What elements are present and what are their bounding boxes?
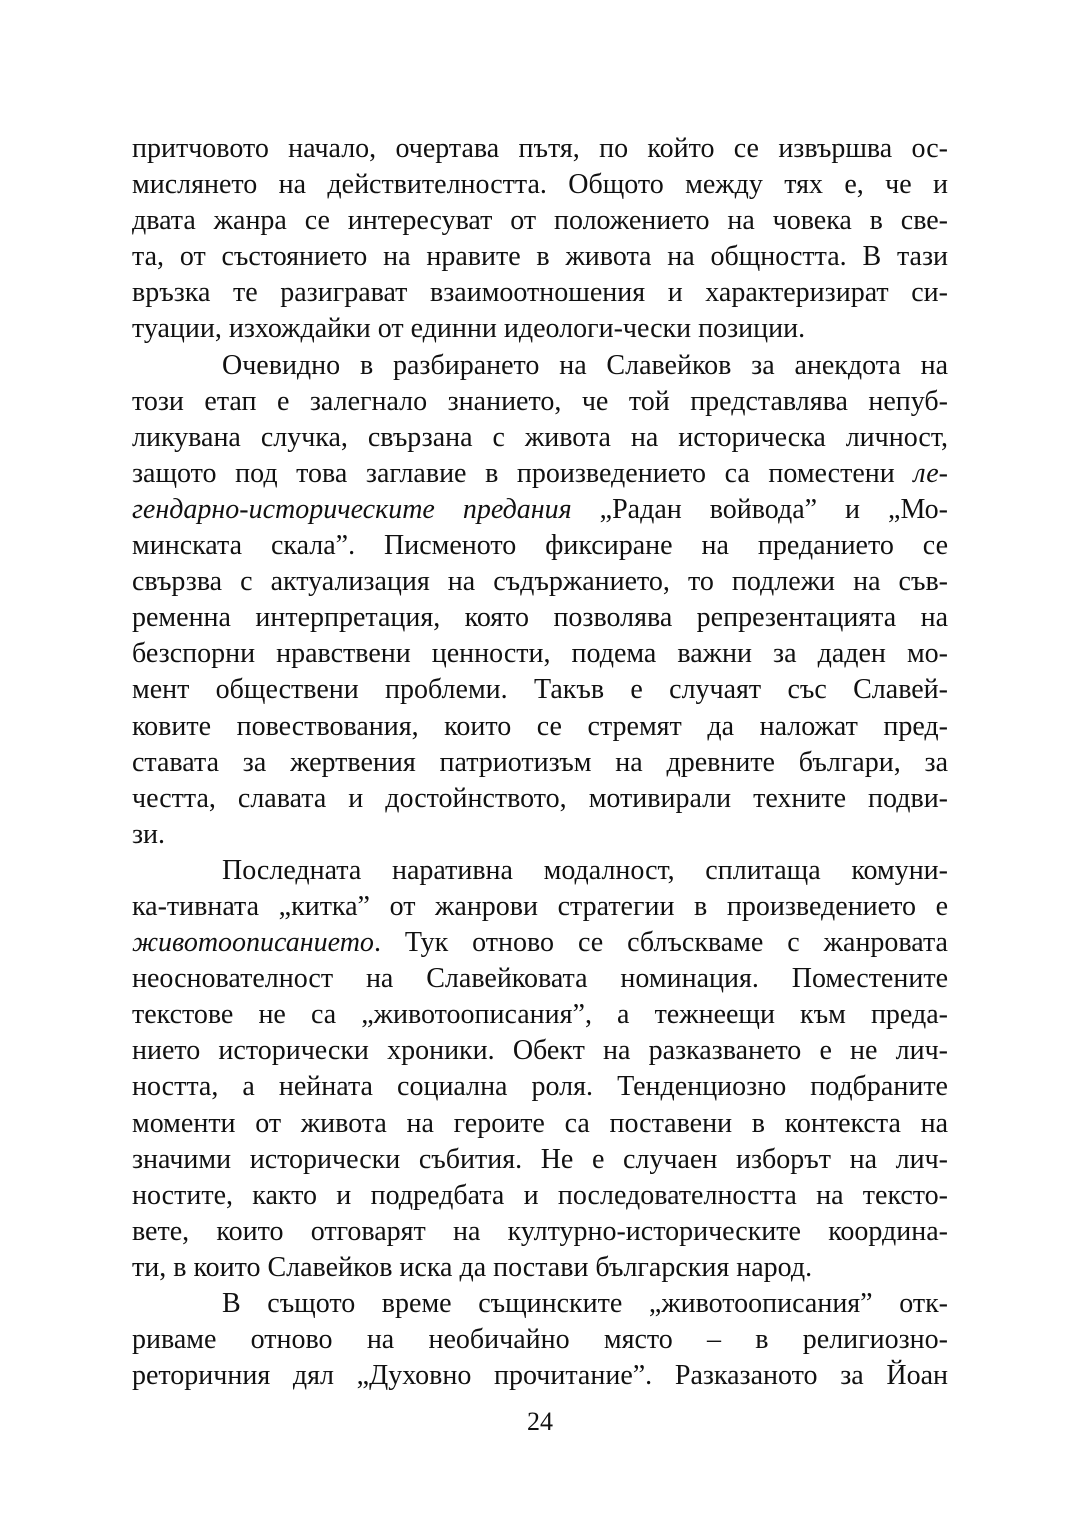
text-line <box>132 492 948 528</box>
text-segment: зи. <box>132 818 166 850</box>
text-line <box>132 709 948 745</box>
text-segment: свързва с актуализация на съдържанието, то подлежи на съв- <box>132 566 948 598</box>
text-segment: В същото време същинските „животоописания” отк- <box>222 1288 948 1319</box>
text-segment: мислянето на действителността. Общото между тях е, че и <box>132 169 948 201</box>
text-segment: двата жанра се интересуват от положението на човека в све- <box>132 205 948 237</box>
text-segment: ковите повествования, които се стремят да наложат пред- <box>132 710 948 742</box>
text-line <box>132 384 948 420</box>
text-line <box>132 1358 948 1394</box>
text-line <box>132 1106 948 1142</box>
text-line <box>132 131 948 167</box>
text-segment: значими исторически събития. Не е случаен изборът на лич- <box>132 1143 948 1175</box>
text-segment: текстове не са „животоописания”, а тежнеещи към преда- <box>132 999 948 1031</box>
text-line <box>132 311 948 347</box>
paragraph <box>132 131 948 348</box>
text-line <box>132 817 948 853</box>
text-line <box>132 997 948 1033</box>
text-line <box>132 853 948 889</box>
text-segment: та, от състоянието на нравите в живота на общността. В тази <box>132 241 948 273</box>
text-line <box>132 925 948 961</box>
text-line <box>132 1142 948 1178</box>
text-line <box>132 961 948 997</box>
text-line <box>132 348 948 384</box>
text-line <box>132 456 948 492</box>
paragraph <box>132 348 948 853</box>
text-line <box>132 275 948 311</box>
text-line <box>132 1178 948 1214</box>
text-segment: притчовото начало, очертава пътя, по който се извършва ос- <box>132 133 948 164</box>
text-segment: „Радан войвода” и „Мо- <box>571 493 948 525</box>
text-segment: нието исторически хроники. Обект на разказването е не лич- <box>132 1035 948 1067</box>
text-segment: връзка те разиграват взаимоотношения и характеризират си- <box>132 277 948 309</box>
text-line <box>132 1322 948 1358</box>
text-segment: защото под това заглавие в произведението са поместени <box>132 457 914 489</box>
text-segment: ременна интерпретация, която позволява репрезентацията на <box>132 602 948 634</box>
page-number: 24 <box>527 1407 553 1436</box>
text-segment: ка-тивната „китка” от жанрови стратегии в произведението е <box>132 890 948 922</box>
text-line <box>132 420 948 456</box>
text-segment: ността, а нейната социална роля. Тенденциозно подбраните <box>132 1071 948 1103</box>
text-segment: Очевидно в разбирането на Славейков за анекдота на <box>222 349 948 381</box>
text-line <box>132 564 948 600</box>
text-line <box>132 167 948 203</box>
text-segment: честта, славата и достойнството, мотивирали техните подви- <box>132 782 948 814</box>
text-line <box>132 528 948 564</box>
italic-text: ле- <box>913 457 948 489</box>
text-line <box>132 636 948 672</box>
text-segment: ти, в които Славейков иска да постави българския народ. <box>132 1251 813 1283</box>
text-line <box>132 1214 948 1250</box>
paragraph <box>132 1286 948 1394</box>
text-segment: Последната наративна модалност, сплитаща комуни- <box>222 854 948 886</box>
paragraph <box>132 853 948 1286</box>
italic-text: гендарно-историческите предания <box>132 493 572 525</box>
text-line <box>132 1069 948 1105</box>
text-line <box>132 1033 948 1069</box>
text-segment: неоснователност на Славейковата номинация. Поместените <box>132 963 948 995</box>
text-segment: минската скала”. Писменото фиксиране на преданието се <box>132 530 948 562</box>
text-segment: вете, които отговарят на културно-историческите координа- <box>132 1215 948 1247</box>
text-line <box>132 672 948 708</box>
text-segment: . Тук отново се сблъскваме с жанровата <box>373 927 948 959</box>
text-line <box>132 239 948 275</box>
text-segment: мент обществени проблеми. Такъв е случаят със Славей- <box>132 674 948 706</box>
text-segment: ставата за жертвения патриотизъм на древните българи, за <box>132 746 948 778</box>
italic-text: животоописанието <box>132 927 374 959</box>
page-body <box>132 131 948 1394</box>
text-line <box>132 203 948 239</box>
text-segment: туации, изхождайки от единни идеологи-чески позиции. <box>132 313 806 345</box>
text-segment: моменти от живота на героите са поставени в контекста на <box>132 1107 948 1139</box>
text-segment: този етап е залегнало знанието, че той представлява непуб- <box>132 385 948 417</box>
text-line <box>132 1250 948 1286</box>
text-segment: ностите, както и подредбата и последователността на тексто- <box>132 1179 948 1211</box>
text-line <box>132 600 948 636</box>
text-line <box>132 781 948 817</box>
text-line <box>132 889 948 925</box>
text-line <box>132 745 948 781</box>
text-segment: безспорни нравствени ценности, подема важни за даден мо- <box>132 638 948 670</box>
text-segment: ликувана случка, свързана с живота на историческа личност, <box>132 421 948 453</box>
text-segment: реторичния дял „Духовно прочитание”. Разказаното за Йоан <box>132 1360 948 1392</box>
text-segment: риваме отново на необичайно място – в религиозно- <box>132 1324 948 1356</box>
text-line <box>132 1286 948 1322</box>
